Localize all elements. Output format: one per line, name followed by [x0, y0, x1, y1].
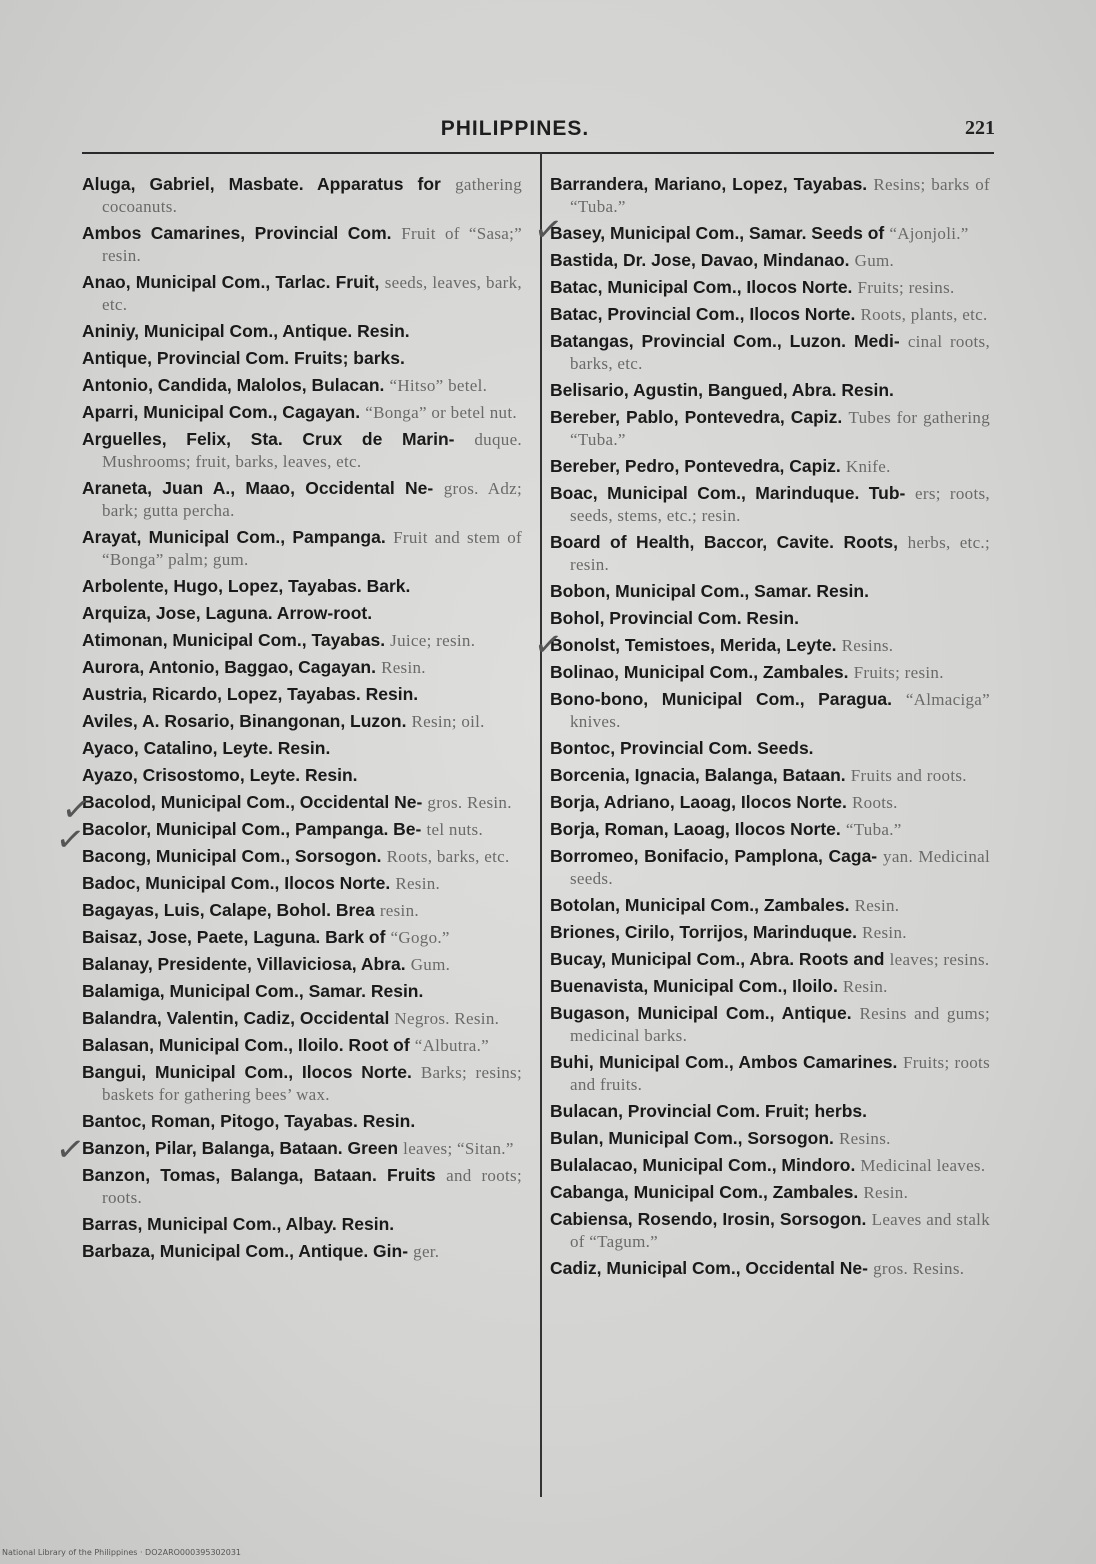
entry-name: Bacolod, Municipal Com., Occidental Ne-: [82, 792, 423, 812]
index-entry: [82, 1034, 522, 1057]
entry-name: Bastida, Dr. Jose, Davao, Mindanao.: [550, 250, 850, 270]
entry-description: Fruits; resins.: [857, 278, 955, 297]
entry-name: Balanay, Presidente, Villaviciosa, Abra.: [82, 954, 406, 974]
index-entry: [550, 1154, 990, 1177]
entry-description: Negros. Resin.: [394, 1009, 500, 1028]
index-entry: [82, 1137, 522, 1160]
entry-description: “Almaciga” knives.: [570, 690, 990, 731]
entry-name: Anao, Municipal Com., Tarlac. Fruit,: [82, 272, 380, 292]
entry-description: Fruits; resin.: [853, 663, 944, 682]
entry-description: ger.: [413, 1242, 440, 1261]
entry-name: Arguelles, Felix, Sta. Crux de Marin-: [82, 429, 455, 449]
entry-description: and roots; roots.: [102, 1166, 522, 1207]
index-entry: [82, 526, 522, 571]
index-entry: [550, 975, 990, 998]
entry-description: Resin.: [862, 923, 907, 942]
index-entry: [550, 634, 990, 657]
index-entry: [550, 1208, 990, 1253]
index-entry: [550, 791, 990, 814]
index-entry: [82, 818, 522, 841]
entry-name: Balamiga, Municipal Com., Samar. Resin.: [82, 981, 424, 1001]
entry-name: Aluga, Gabriel, Masbate. Apparatus for: [82, 174, 441, 194]
index-entry: [82, 575, 522, 598]
index-entry: [82, 1164, 522, 1209]
index-entry: [82, 899, 522, 922]
entry-description: seeds, leaves, bark, etc.: [102, 273, 522, 314]
entry-name: Buhi, Municipal Com., Ambos Camarines.: [550, 1052, 898, 1072]
entry-description: Resin.: [395, 874, 441, 893]
entry-description: Roots, plants, etc.: [860, 305, 988, 324]
entry-description: “Ajonjoli.”: [889, 224, 969, 243]
entry-description: Knife.: [845, 457, 891, 476]
index-entry: [550, 580, 990, 603]
index-entry: [550, 482, 990, 527]
entry-description: Juice; resin.: [390, 631, 476, 650]
entry-name: Aparri, Municipal Com., Cagayan.: [82, 402, 361, 422]
entry-description: Barks; resins; baskets for gathering bees’ wax.: [102, 1063, 522, 1104]
entry-name: Borromeo, Bonifacio, Pamplona, Caga-: [550, 846, 878, 866]
entry-description: yan. Medicinal seeds.: [570, 847, 990, 888]
entry-name: Bacong, Municipal Com., Sorsogon.: [82, 846, 382, 866]
entry-description: Resin.: [854, 896, 900, 915]
entry-name: Barbaza, Municipal Com., Antique. Gin-: [82, 1241, 409, 1261]
index-entry: [82, 845, 522, 868]
index-entry: [550, 455, 990, 478]
entry-name: Ayaco, Catalino, Leyte. Resin.: [82, 738, 331, 758]
entry-description: Resins.: [841, 636, 894, 655]
entry-name: Badoc, Municipal Com., Ilocos Norte.: [82, 873, 391, 893]
index-entry: [550, 276, 990, 299]
entry-name: Cabanga, Municipal Com., Zambales.: [550, 1182, 859, 1202]
entry-name: Barras, Municipal Com., Albay. Resin.: [82, 1214, 395, 1234]
index-entry: [550, 1051, 990, 1096]
index-entry: [550, 764, 990, 787]
entry-description: resin.: [379, 901, 419, 920]
entry-name: Antonio, Candida, Malolos, Bulacan.: [82, 375, 385, 395]
index-entry: [550, 406, 990, 451]
index-entry: [550, 222, 990, 245]
check-mark-icon: ✓: [531, 623, 566, 667]
index-entry: [550, 894, 990, 917]
entry-name: Borja, Adriano, Laoag, Ilocos Norte.: [550, 792, 847, 812]
right-column: [550, 173, 990, 1284]
index-entry: [82, 629, 522, 652]
entry-name: Briones, Cirilo, Torrijos, Marinduque.: [550, 922, 857, 942]
index-entry: [550, 818, 990, 841]
entry-name: Aniniy, Municipal Com., Antique. Resin.: [82, 321, 410, 341]
index-entry: [82, 1110, 522, 1133]
entry-description: Gum.: [410, 955, 451, 974]
entry-name: Atimonan, Municipal Com., Tayabas.: [82, 630, 386, 650]
entry-name: Banzon, Pilar, Balanga, Bataan. Green: [82, 1138, 399, 1158]
entry-description: gros. Adz; bark; gutta percha.: [102, 479, 522, 520]
check-mark-icon: ✓: [531, 208, 566, 252]
entry-description: leaves; “Sitan.”: [403, 1139, 514, 1158]
index-entry: [82, 737, 522, 760]
entry-description: Resin.: [863, 1183, 909, 1202]
entry-name: Batac, Municipal Com., Ilocos Norte.: [550, 277, 853, 297]
entry-name: Bulan, Municipal Com., Sorsogon.: [550, 1128, 834, 1148]
index-entry: [550, 948, 990, 971]
check-mark-icon: ✓: [53, 1128, 88, 1172]
entry-name: Bantoc, Roman, Pitogo, Tayabas. Resin.: [82, 1111, 416, 1131]
column-divider: [540, 152, 542, 1497]
entry-name: Austria, Ricardo, Lopez, Tayabas. Resin.: [82, 684, 419, 704]
index-entry: [82, 980, 522, 1003]
index-entry: [82, 320, 522, 343]
index-entry: [82, 1007, 522, 1030]
entry-name: Aviles, A. Rosario, Binangonan, Luzon.: [82, 711, 407, 731]
index-entry: [82, 953, 522, 976]
entry-description: gros. Resins.: [873, 1259, 965, 1278]
entry-name: Buenavista, Municipal Com., Iloilo.: [550, 976, 838, 996]
index-entry: [82, 710, 522, 733]
entry-name: Baisaz, Jose, Paete, Laguna. Bark of: [82, 927, 386, 947]
entry-name: Borcenia, Ignacia, Balanga, Bataan.: [550, 765, 846, 785]
entry-name: Banzon, Tomas, Balanga, Bataan. Fruits: [82, 1165, 436, 1185]
index-entry: [550, 379, 990, 402]
page-title: PHILIPPINES.: [440, 117, 590, 140]
index-entry: [550, 173, 990, 218]
check-mark-icon: ✓: [53, 818, 88, 862]
entry-description: cinal roots, barks, etc.: [570, 332, 991, 373]
entry-description: Fruit and stem of “Bonga” palm; gum.: [102, 528, 522, 569]
check-mark-icon: ✓: [59, 788, 94, 832]
entry-name: Bobon, Municipal Com., Samar. Resin.: [550, 581, 869, 601]
left-column: [82, 173, 522, 1267]
index-entry: [550, 330, 990, 375]
entry-description: gros. Resin.: [427, 793, 512, 812]
entry-description: Gum.: [854, 251, 895, 270]
index-entry: [82, 1213, 522, 1236]
index-entry: [550, 921, 990, 944]
index-entry: [550, 1127, 990, 1150]
entry-name: Basey, Municipal Com., Samar. Seeds of: [550, 223, 885, 243]
entry-name: Cadiz, Municipal Com., Occidental Ne-: [550, 1258, 868, 1278]
header-rule: [82, 152, 994, 154]
entry-description: “Tuba.”: [845, 820, 902, 839]
index-entry: [82, 656, 522, 679]
entry-description: herbs, etc.; resin.: [570, 533, 990, 574]
entry-description: Medicinal leaves.: [860, 1156, 986, 1175]
index-entry: [82, 926, 522, 949]
entry-name: Arayat, Municipal Com., Pampanga.: [82, 527, 386, 547]
entry-name: Borja, Roman, Laoag, Ilocos Norte.: [550, 819, 841, 839]
entry-description: Fruits; roots and fruits.: [570, 1053, 990, 1094]
index-entry: [82, 764, 522, 787]
index-entry: [550, 1257, 990, 1280]
entry-name: Batangas, Provincial Com., Luzon. Medi-: [550, 331, 900, 351]
entry-name: Bulalacao, Municipal Com., Mindoro.: [550, 1155, 856, 1175]
index-entry: [82, 683, 522, 706]
entry-name: Cabiensa, Rosendo, Irosin, Sorsogon.: [550, 1209, 867, 1229]
entry-description: Resins; barks of “Tuba.”: [570, 175, 990, 216]
index-entry: [82, 872, 522, 895]
entry-description: Fruit of “Sasa;” resin.: [102, 224, 522, 265]
entry-description: “Gogo.”: [390, 928, 450, 947]
entry-name: Bono-bono, Municipal Com., Paragua.: [550, 689, 893, 709]
running-head: [0, 117, 1096, 147]
entry-name: Bangui, Municipal Com., Ilocos Norte.: [82, 1062, 412, 1082]
entry-description: Resin.: [842, 977, 888, 996]
entry-description: tel nuts.: [426, 820, 483, 839]
entry-name: Antique, Provincial Com. Fruits; barks.: [82, 348, 405, 368]
entry-name: Bagayas, Luis, Calape, Bohol. Brea: [82, 900, 375, 920]
index-entry: [550, 607, 990, 630]
index-entry: [82, 173, 522, 218]
entry-description: Roots, barks, etc.: [386, 847, 510, 866]
entry-name: Barrandera, Mariano, Lopez, Tayabas.: [550, 174, 868, 194]
entry-name: Arquiza, Jose, Laguna. Arrow-root.: [82, 603, 373, 623]
index-entry: [550, 303, 990, 326]
index-entry: [82, 1240, 522, 1263]
entry-name: Bucay, Municipal Com., Abra. Roots and: [550, 949, 885, 969]
entry-name: Bereber, Pablo, Pontevedra, Capiz.: [550, 407, 843, 427]
index-entry: [82, 401, 522, 424]
entry-description: ers; roots, seeds, stems, etc.; resin.: [570, 484, 990, 525]
entry-name: Aurora, Antonio, Baggao, Cagayan.: [82, 657, 376, 677]
entry-description: Resin; oil.: [411, 712, 485, 731]
index-entry: [550, 661, 990, 684]
entry-name: Bacolor, Municipal Com., Pampanga. Be-: [82, 819, 422, 839]
index-entry: [550, 1002, 990, 1047]
index-entry: [550, 737, 990, 760]
entry-name: Ayazo, Crisostomo, Leyte. Resin.: [82, 765, 358, 785]
index-entry: [550, 531, 990, 576]
entry-name: Bugason, Municipal Com., Antique.: [550, 1003, 852, 1023]
entry-name: Ambos Camarines, Provincial Com.: [82, 223, 392, 243]
index-entry: [82, 791, 522, 814]
index-entry: [82, 477, 522, 522]
entry-description: “Bonga” or betel nut.: [365, 403, 517, 422]
entry-name: Araneta, Juan A., Maao, Occidental Ne-: [82, 478, 434, 498]
entry-description: Roots.: [852, 793, 898, 812]
entry-name: Boac, Municipal Com., Marinduque. Tub-: [550, 483, 906, 503]
entry-name: Board of Health, Baccor, Cavite. Roots,: [550, 532, 898, 552]
index-entry: [550, 845, 990, 890]
index-entry: [82, 428, 522, 473]
entry-description: Fruits and roots.: [850, 766, 967, 785]
page-number: 221: [965, 117, 995, 139]
index-entry: [82, 602, 522, 625]
entry-name: Balandra, Valentin, Cadiz, Occidental: [82, 1008, 390, 1028]
entry-name: Bolinao, Municipal Com., Zambales.: [550, 662, 849, 682]
entry-description: Resin.: [381, 658, 426, 677]
entry-description: “Hitso” betel.: [389, 376, 488, 395]
index-entry: [82, 271, 522, 316]
entry-description: duque. Mushrooms; fruit, barks, leaves, etc.: [102, 430, 522, 471]
entry-name: Bulacan, Provincial Com. Fruit; herbs.: [550, 1101, 868, 1121]
index-entry: [82, 222, 522, 267]
entry-description: gathering cocoanuts.: [102, 175, 522, 216]
entry-name: Bohol, Provincial Com. Resin.: [550, 608, 799, 628]
entry-name: Bontoc, Provincial Com. Seeds.: [550, 738, 814, 758]
entry-description: Leaves and stalk of “Tagum.”: [570, 1210, 990, 1251]
index-entry: [550, 1181, 990, 1204]
index-entry: [550, 1100, 990, 1123]
index-entry: [550, 249, 990, 272]
entry-description: “Albutra.”: [414, 1036, 490, 1055]
entry-name: Batac, Provincial Com., Ilocos Norte.: [550, 304, 856, 324]
index-entry: [82, 1061, 522, 1106]
entry-description: Tubes for gathering “Tuba.”: [570, 408, 990, 449]
entry-description: leaves; resins.: [889, 950, 990, 969]
index-entry: [550, 688, 990, 733]
entry-name: Belisario, Agustin, Bangued, Abra. Resin.: [550, 380, 894, 400]
entry-name: Arbolente, Hugo, Lopez, Tayabas. Bark.: [82, 576, 411, 596]
entry-name: Bereber, Pedro, Pontevedra, Capiz.: [550, 456, 841, 476]
entry-name: Bonolst, Temistoes, Merida, Leyte.: [550, 635, 837, 655]
index-entry: [82, 347, 522, 370]
footer-note: National Library of the Philippines · DO2ARO000395302031: [2, 1548, 242, 1557]
entry-description: Resins.: [839, 1129, 891, 1148]
entry-name: Balasan, Municipal Com., Iloilo. Root of: [82, 1035, 410, 1055]
index-entry: [82, 374, 522, 397]
entry-description: Resins and gums; medicinal barks.: [570, 1004, 990, 1045]
entry-name: Botolan, Municipal Com., Zambales.: [550, 895, 850, 915]
